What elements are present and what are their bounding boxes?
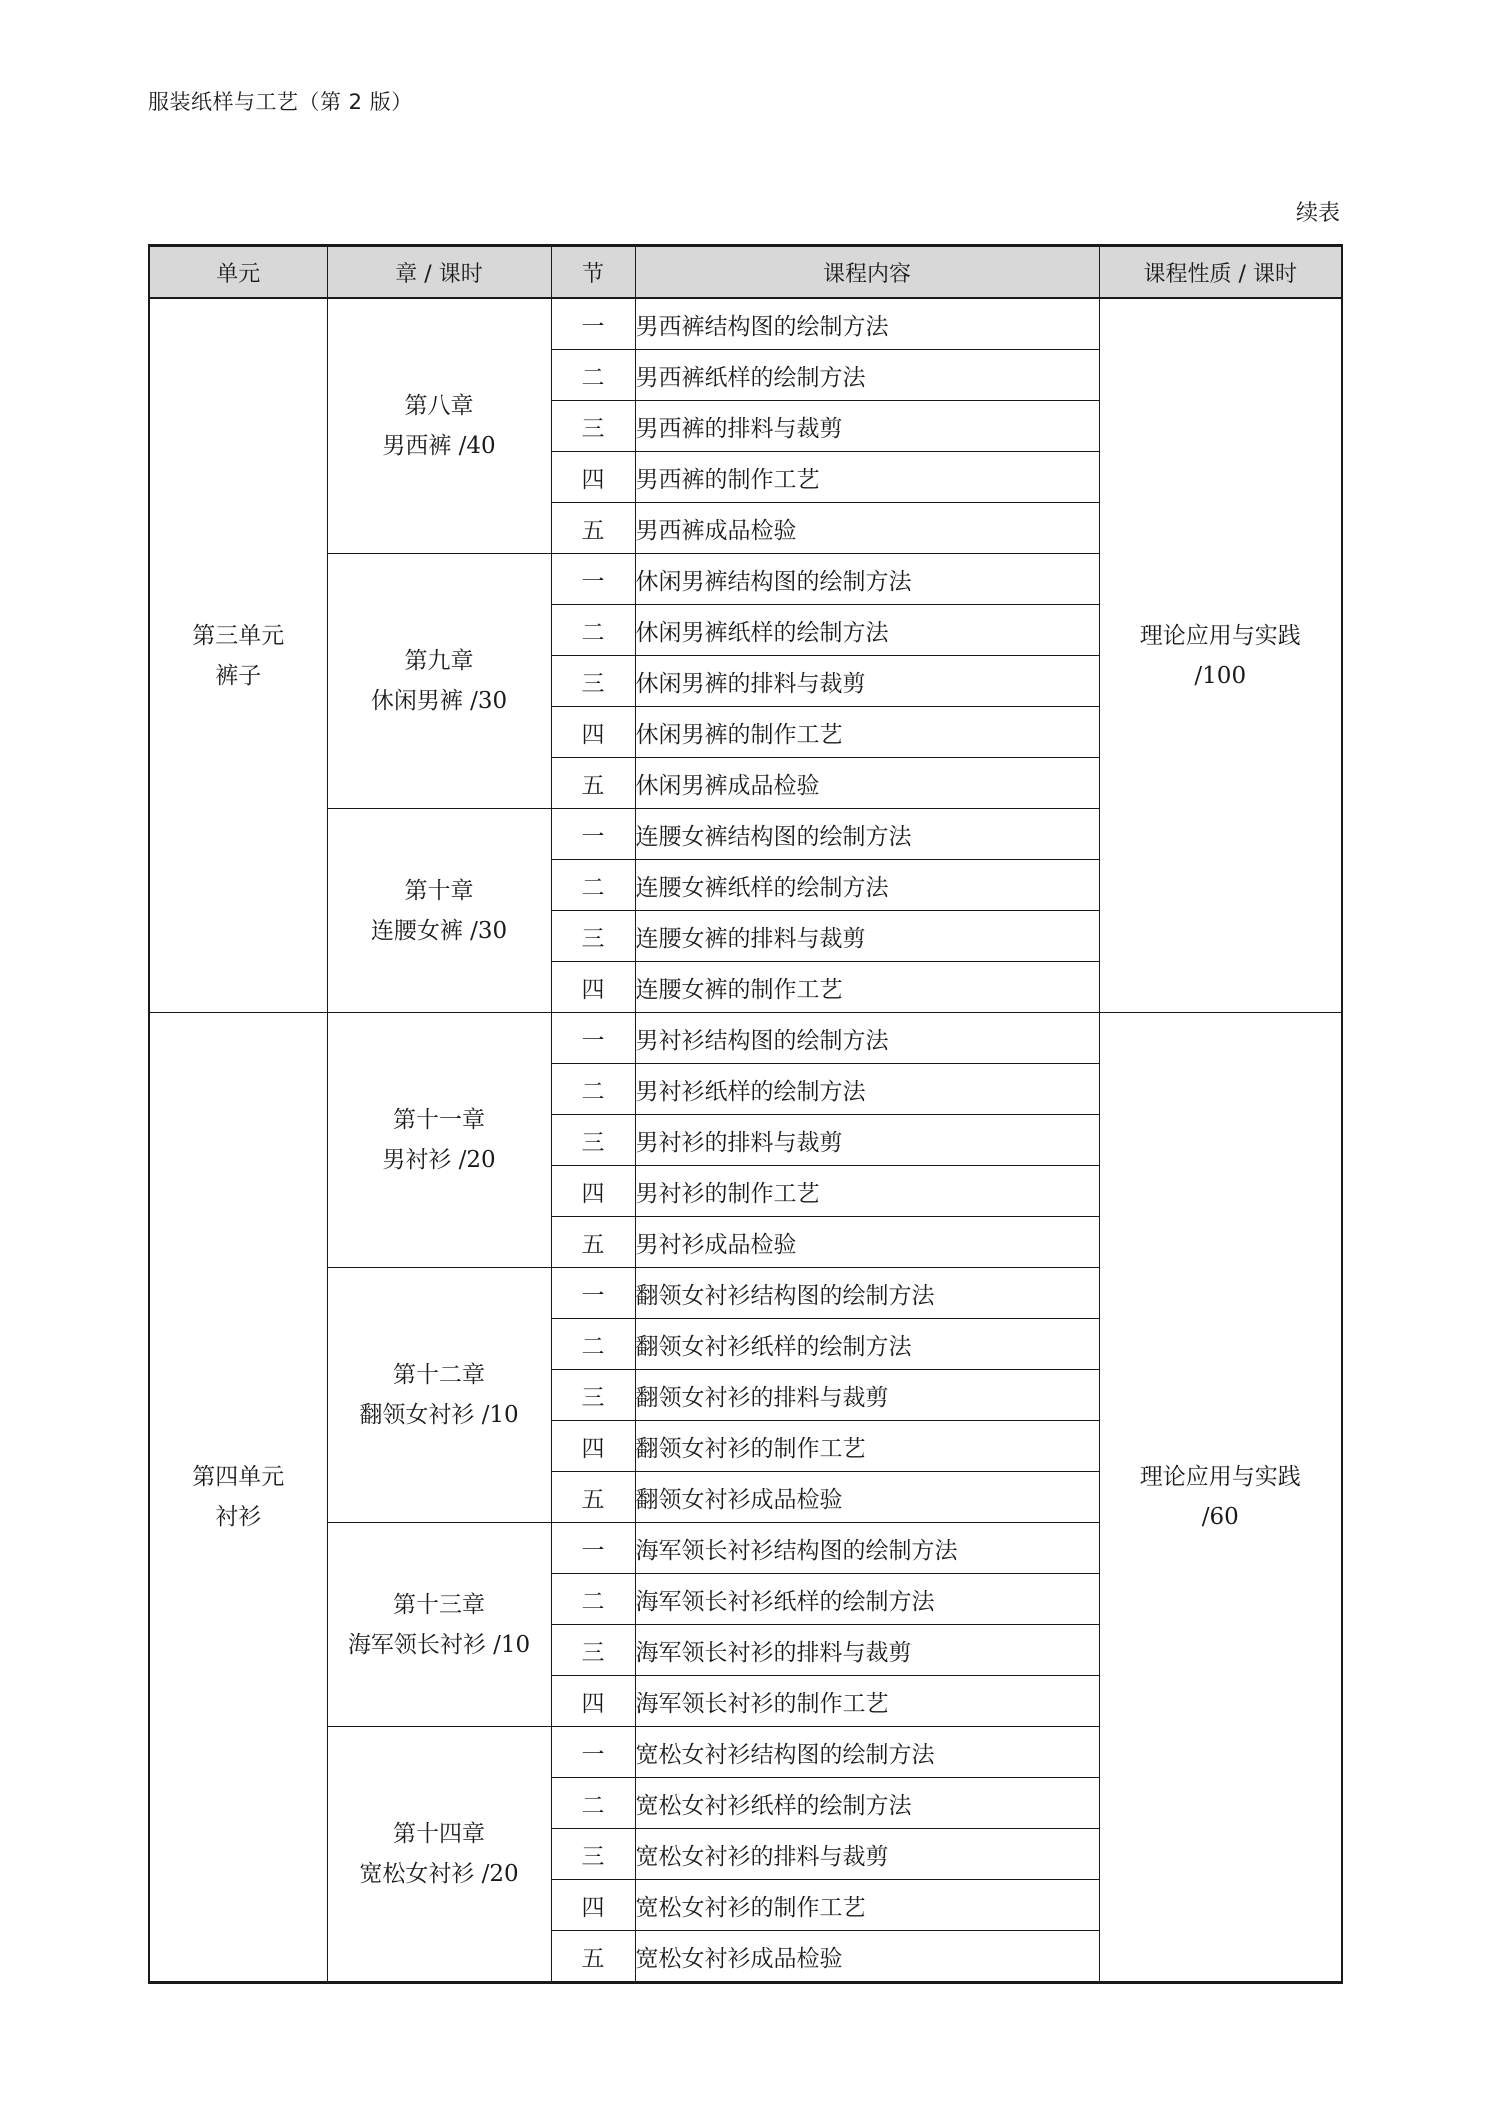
section-content: 宽松女衬衫纸样的绘制方法 [635, 1778, 1099, 1829]
chapter-hours: 海军领长衬衫 /10 [347, 1631, 531, 1658]
chapter-cell [327, 554, 551, 809]
section-number: 五 [551, 758, 635, 809]
section-content: 男西裤纸样的绘制方法 [635, 350, 1099, 401]
chapter-hours: 连腰女裤 /30 [370, 917, 508, 944]
unit-name: 第四单元 [192, 1464, 285, 1490]
section-number: 四 [551, 452, 635, 503]
col-header-section: 节 [551, 246, 635, 299]
chapter-title: 第十章 [404, 877, 474, 904]
section-content: 男西裤的制作工艺 [635, 452, 1099, 503]
section-number: 三 [551, 1370, 635, 1421]
chapter-title: 第九章 [404, 648, 474, 674]
section-number: 三 [551, 1115, 635, 1166]
chapter-cell [327, 1523, 551, 1727]
col-header-chapter-hours: 章 / 课时 [327, 246, 551, 299]
section-content: 海军领长衬衫的制作工艺 [635, 1676, 1099, 1727]
table-body [149, 298, 1342, 1983]
section-content: 翻领女衬衫成品检验 [635, 1472, 1099, 1523]
section-number: 三 [551, 1829, 635, 1880]
course-nature: 理论应用与实践 [1139, 1464, 1301, 1490]
course-hours: /60 [1201, 1504, 1239, 1530]
section-number: 一 [551, 1727, 635, 1778]
section-content: 休闲男裤的制作工艺 [635, 707, 1099, 758]
section-number: 一 [551, 1013, 635, 1064]
section-content: 男衬衫的制作工艺 [635, 1166, 1099, 1217]
table-row [149, 298, 1342, 350]
chapter-cell [327, 298, 551, 554]
section-number: 五 [551, 1931, 635, 1983]
chapter-title: 第十四章 [393, 1821, 485, 1847]
section-content: 连腰女裤的排料与裁剪 [635, 911, 1099, 962]
section-number: 五 [551, 1472, 635, 1523]
section-content: 翻领女衬衫纸样的绘制方法 [635, 1319, 1099, 1370]
section-content: 男西裤的排料与裁剪 [635, 401, 1099, 452]
section-content: 休闲男裤成品检验 [635, 758, 1099, 809]
section-number: 五 [551, 503, 635, 554]
unit-topic: 裤子 [215, 662, 262, 689]
section-number: 三 [551, 1625, 635, 1676]
section-content: 连腰女裤的制作工艺 [635, 962, 1099, 1013]
section-number: 四 [551, 1676, 635, 1727]
chapter-hours: 男西裤 /40 [382, 433, 496, 459]
nature-cell [1099, 298, 1342, 1013]
chapter-hours: 男衬衫 /20 [382, 1147, 496, 1173]
section-number: 四 [551, 707, 635, 758]
section-number: 一 [551, 554, 635, 605]
section-content: 休闲男裤的排料与裁剪 [635, 656, 1099, 707]
section-number: 二 [551, 860, 635, 911]
section-content: 翻领女衬衫结构图的绘制方法 [635, 1268, 1099, 1319]
chapter-title: 第十一章 [393, 1107, 485, 1133]
section-content: 男衬衫的排料与裁剪 [635, 1115, 1099, 1166]
section-content: 海军领长衬衫的排料与裁剪 [635, 1625, 1099, 1676]
course-nature: 理论应用与实践 [1139, 622, 1301, 649]
section-content: 男衬衫成品检验 [635, 1217, 1099, 1268]
section-content: 休闲男裤结构图的绘制方法 [635, 554, 1099, 605]
section-number: 四 [551, 1166, 635, 1217]
section-content: 宽松女衬衫的排料与裁剪 [635, 1829, 1099, 1880]
unit-name: 第三单元 [192, 622, 285, 649]
chapter-title: 第十二章 [393, 1362, 485, 1388]
table-header-row [149, 246, 1342, 299]
unit-cell [149, 298, 327, 1013]
section-content: 海军领长衬衫结构图的绘制方法 [635, 1523, 1099, 1574]
continued-label: 续表 [1295, 201, 1340, 226]
course-hours: /100 [1194, 662, 1247, 689]
section-content: 宽松女衬衫成品检验 [635, 1931, 1099, 1983]
section-content: 连腰女裤纸样的绘制方法 [635, 860, 1099, 911]
running-title: 服装纸样与工艺（第 2 版） [148, 90, 413, 114]
section-number: 五 [551, 1217, 635, 1268]
section-content: 翻领女衬衫的制作工艺 [635, 1421, 1099, 1472]
section-number: 一 [551, 1268, 635, 1319]
section-number: 二 [551, 350, 635, 401]
section-content: 海军领长衬衫纸样的绘制方法 [635, 1574, 1099, 1625]
section-number: 四 [551, 1880, 635, 1931]
col-header-unit: 单元 [149, 246, 327, 299]
section-content: 宽松女衬衫结构图的绘制方法 [635, 1727, 1099, 1778]
unit-topic: 衬衫 [215, 1504, 262, 1530]
section-number: 三 [551, 911, 635, 962]
chapter-hours: 宽松女衬衫 /20 [359, 1861, 519, 1887]
col-header-content: 课程内容 [635, 246, 1099, 299]
section-number: 一 [551, 1523, 635, 1574]
section-number: 一 [551, 298, 635, 350]
section-number: 二 [551, 1319, 635, 1370]
section-content: 宽松女衬衫的制作工艺 [635, 1880, 1099, 1931]
section-content: 男衬衫纸样的绘制方法 [635, 1064, 1099, 1115]
nature-cell [1099, 1013, 1342, 1983]
table-row [149, 1013, 1342, 1064]
unit-cell [149, 1013, 327, 1983]
section-number: 一 [551, 809, 635, 860]
section-content: 男西裤成品检验 [635, 503, 1099, 554]
section-number: 三 [551, 656, 635, 707]
section-number: 二 [551, 605, 635, 656]
chapter-title: 第十三章 [393, 1591, 485, 1618]
col-header-nature-hours: 课程性质 / 课时 [1099, 246, 1342, 299]
section-content: 休闲男裤纸样的绘制方法 [635, 605, 1099, 656]
chapter-hours: 翻领女衬衫 /10 [359, 1402, 519, 1428]
section-content: 连腰女裤结构图的绘制方法 [635, 809, 1099, 860]
section-number: 二 [551, 1064, 635, 1115]
section-content: 男西裤结构图的绘制方法 [635, 298, 1099, 350]
section-number: 二 [551, 1778, 635, 1829]
section-number: 四 [551, 1421, 635, 1472]
chapter-hours: 休闲男裤 /30 [370, 688, 508, 714]
section-content: 翻领女衬衫的排料与裁剪 [635, 1370, 1099, 1421]
section-number: 三 [551, 401, 635, 452]
chapter-cell [327, 1727, 551, 1983]
chapter-cell [327, 1013, 551, 1268]
chapter-cell [327, 1268, 551, 1523]
section-content: 男衬衫结构图的绘制方法 [635, 1013, 1099, 1064]
section-number: 二 [551, 1574, 635, 1625]
chapter-cell [327, 809, 551, 1013]
section-number: 四 [551, 962, 635, 1013]
course-table [148, 244, 1343, 1984]
chapter-title: 第八章 [404, 393, 474, 419]
